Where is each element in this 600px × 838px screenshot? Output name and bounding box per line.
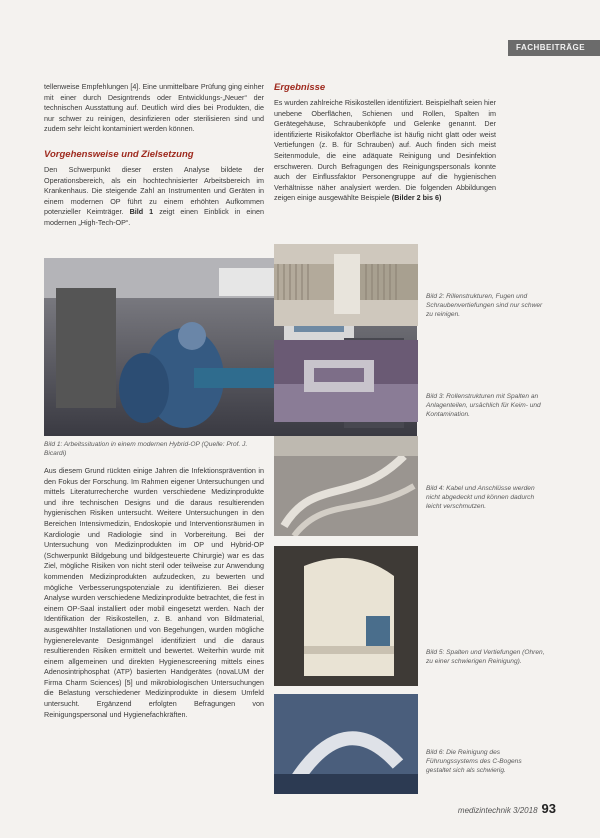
- figure-4-photo: [274, 436, 418, 536]
- heading-results: Ergebnisse: [274, 82, 326, 93]
- figure-3-caption: Bild 3: Rollenstrukturen mit Spalten an Anlagenteilen, ursächlich für Keim- und Kontamination.: [426, 393, 541, 418]
- figure-6-caption: Bild 6: Die Reinigung des Führungssystems des C-Bogens gestaltet sich als schwierig.: [426, 749, 522, 774]
- method-text: Den Schwerpunkt dieser ersten Analyse bildete der Operationsbereich, als ein hochtechnisierter Arbeitsbereich im Krankenhaus. Die steigende Zahl an Instrumenten und Geräten in einem modernen OP führt zu einem erhöhten Aufkommen potenzieller Keimträger.: [44, 164, 264, 217]
- page-number: 93: [541, 801, 556, 816]
- figure-5-caption: Bild 5: Spalten und Vertiefungen (Ohren, zu einer schwierigen Reinigung).: [426, 649, 545, 665]
- intro-paragraph: tellenweise Empfehlungen [4]. Eine unmittelbare Prüfung ging einher mit einer durch Designtrends oder Entwicklungs-„Neuer“ der technischen Ausstattung auf. Deutlich wird dies bei Produkten, die nur schwer zu reinigen, desinfizieren oder sterilisieren sind und zudem sehr leicht kontaminiert werden können.: [44, 82, 264, 134]
- results-paragraph: [274, 98, 496, 204]
- figure-4-image: [274, 436, 418, 536]
- method-paragraph: [44, 165, 264, 229]
- figure-5-image: [274, 546, 418, 686]
- figure-6-image: [274, 694, 418, 794]
- figure-3-image: [274, 340, 418, 422]
- heading-method: Vorgehensweise und Zielsetzung: [44, 148, 194, 160]
- figure-5-photo: [274, 546, 418, 686]
- left-column: [44, 82, 264, 229]
- figure-6-photo: [274, 694, 418, 794]
- figure-1-caption: Bild 1: Arbeitssituation in einem modernen Hybrid-OP (Quelle: Prof. J. Bicardi): [44, 441, 248, 457]
- method-tail: zeigt einen Einblick in einen modernen „High-Tech-OP“.: [44, 207, 264, 227]
- results-text: Es wurden zahlreiche Risikostellen identifiziert. Beispielhaft seien hier unebene Oberflächen, Schienen und Rollen, Spalten im Gerätegehäuse, Schraubenköpfe und Gelenke genannt. Der identifizierte Risikofaktor Oberfläche ist häufig nicht glatt oder weist Vertiefungen (z. B. für Schrauben) auf. Auch finden sich meist Seitenmodule, die eine adäquate Reinigung und Desinfektion erschweren. Durch Befragungen des Reinigungspersonals konnte auch der Einflussfaktor Personengruppe auf die hygienischen Verhältnisse näher analysiert werden. Die folgenden Abbildungen zeigen einige ausgewählte Beispiele: [274, 98, 496, 203]
- method-figure-ref: Bild 1: [129, 207, 154, 217]
- page-footer: [458, 801, 556, 816]
- left-column-lower: [44, 466, 264, 720]
- results-figure-ref: (Bilder 2 bis 6): [391, 193, 442, 203]
- middle-column: [274, 82, 496, 204]
- figure-2-photo: [274, 244, 418, 326]
- figure-2-caption: Bild 2: Rillenstrukturen, Fugen und Schraubenvertiefungen sind nur schwer zu reinigen.: [426, 293, 543, 318]
- figure-4-caption: Bild 4: Kabel und Anschlüsse werden nicht abgedeckt und können dadurch leicht verschmutzen.: [426, 485, 535, 510]
- figure-2-image: [274, 244, 418, 326]
- journal-name: medizintechnik 3/2018: [457, 806, 538, 815]
- section-tag: FACHBEITRÄGE: [508, 40, 600, 56]
- long-paragraph: Aus diesem Grund rückten einige Jahren die Infektionsprävention in den Fokus der Forschung. Im Rahmen eigener Untersuchungen und mittels Literaturrecherche wurden verschiedene Medizinprodukte und ihre technischen Designs und die daraus resultierenden hygienischen Risiken untersucht. Weitere Untersuchungen in den Bereichen Intensivmedizin, Endoskopie und Interventionsräumen in Kardiologie und Radiologie sind in Vorbereitung. Bei der Untersuchung von Medizinprodukten im OP und Hybrid-OP (Schwerpunkt Bildgebung und bildgesteuerte Chirurgie) war es das Ziel, mögliche Risiken von nicht steril oder teilweise zur Anwendung kommenden Medizinprodukten aufzudecken, zu bewerten und mögliche Verbesserungspotenziale zu identifizieren. Bei dieser Analyse wurden verschiedene Medizinprodukte betrachtet, die fest in einem OP-Saal installiert oder mobil eingesetzt werden. Nach der Identifikation der Risikostellen, z. B. anhand von Bildmaterial, ausgewählter Installationen und von Begehungen, wurden mögliche hygienerelevante Designmängel identifiziert und die daraus resultierenden Risiken ermittelt und bewertet. Weiterhin wurde mit einem allgemeinen und direkten Hygienescreening mittels eines Adenosintriphosphat (ATP) basierten Handgerätes (novaLUM der Firma Charm Sciences) [5] und mikrobiologischen Untersuchungen die Belastung verschiedener Medizinprodukte in diesem Umfeld untersucht. Ergänzend erfolgten Befragungen von Reinigungspersonal und Hygienefachkräften.: [44, 466, 264, 719]
- figure-3-photo: [274, 340, 418, 422]
